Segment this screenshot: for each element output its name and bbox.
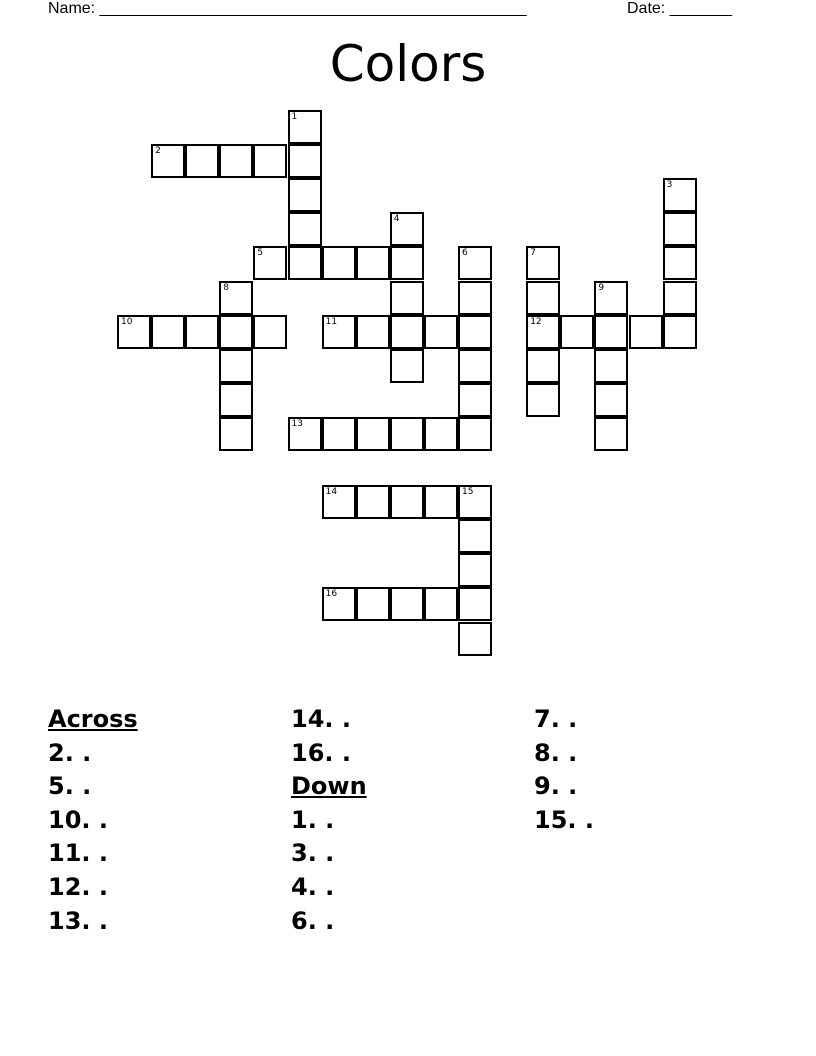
- grid-cell[interactable]: [424, 485, 458, 519]
- grid-cell[interactable]: [288, 246, 322, 280]
- grid-cell[interactable]: [390, 485, 424, 519]
- date-field-label: Date: _______: [627, 0, 732, 17]
- clue-number-label: 7: [530, 248, 536, 259]
- clue-number-label: 5: [257, 248, 264, 259]
- grid-cell[interactable]: [322, 587, 356, 621]
- grid-cell[interactable]: [424, 417, 458, 451]
- clue-number-label: 10: [121, 316, 133, 327]
- clue-column-1: [48, 703, 138, 938]
- grid-cell[interactable]: [458, 519, 492, 553]
- clue-number-label: 16: [325, 589, 338, 600]
- grid-cell[interactable]: [458, 246, 492, 280]
- clue-column-2: [291, 703, 367, 938]
- grid-cell[interactable]: [390, 349, 424, 383]
- grid-cell[interactable]: [117, 315, 151, 349]
- grid-cell[interactable]: [219, 383, 253, 417]
- clue-across-5: 5. .: [48, 772, 92, 801]
- clue-across-16: 16. .: [291, 738, 351, 767]
- grid-cell[interactable]: [424, 315, 458, 349]
- grid-cell[interactable]: [526, 281, 560, 315]
- grid-cell[interactable]: [219, 144, 253, 178]
- grid-cell[interactable]: [458, 281, 492, 315]
- clue-across-10: 10. .: [48, 805, 108, 834]
- clue-down-9: 9. .: [534, 772, 578, 801]
- clue-number-label: 3: [666, 180, 673, 191]
- grid-cell[interactable]: [663, 315, 697, 349]
- grid-cell[interactable]: [288, 212, 322, 246]
- clue-across-14: 14. .: [291, 705, 351, 733]
- grid-cell[interactable]: [458, 349, 492, 383]
- clue-number-label: 15: [462, 487, 474, 498]
- grid-cell[interactable]: [390, 315, 424, 349]
- grid-cell[interactable]: [390, 212, 424, 246]
- grid-cell[interactable]: [663, 246, 697, 280]
- grid-cell[interactable]: [594, 383, 628, 417]
- clue-down-4: 4. .: [291, 872, 335, 901]
- clue-across-12: 12. .: [48, 872, 108, 901]
- grid-cell[interactable]: [322, 315, 356, 349]
- grid-cell[interactable]: [288, 110, 322, 144]
- grid-cell[interactable]: [526, 315, 560, 349]
- grid-cell[interactable]: [253, 315, 287, 349]
- grid-cell[interactable]: [322, 485, 356, 519]
- grid-cell[interactable]: [390, 281, 424, 315]
- grid-cell[interactable]: [185, 315, 219, 349]
- grid-cell[interactable]: [288, 417, 322, 451]
- clue-column-3: [534, 703, 594, 837]
- grid-cell[interactable]: [356, 587, 390, 621]
- down-heading: Down: [291, 772, 367, 801]
- clue-down-15: 15. .: [534, 805, 594, 834]
- clue-number-label: 6: [462, 248, 468, 259]
- clue-number-label: 11: [325, 316, 338, 327]
- grid-cell[interactable]: [356, 417, 390, 451]
- grid-cell[interactable]: [253, 144, 287, 178]
- puzzle-title: Colors: [329, 35, 487, 93]
- grid-cell[interactable]: [458, 315, 492, 349]
- grid-cell[interactable]: [322, 246, 356, 280]
- clue-number-label: 8: [223, 282, 230, 293]
- clue-number-label: 9: [598, 282, 605, 293]
- clue-number-label: 13: [291, 418, 303, 429]
- clue-number-label: 14: [325, 487, 338, 498]
- grid-cell[interactable]: [594, 417, 628, 451]
- grid-cell[interactable]: [390, 246, 424, 280]
- grid-cell[interactable]: [219, 417, 253, 451]
- clue-across-2: 2. .: [48, 738, 92, 767]
- clue-number-label: 2: [155, 146, 161, 157]
- grid-cell[interactable]: [151, 315, 185, 349]
- grid-cell[interactable]: [219, 281, 253, 315]
- grid-cell[interactable]: [458, 417, 492, 451]
- grid-cell[interactable]: [253, 246, 287, 280]
- clue-number-label: 1: [291, 112, 298, 122]
- grid-cell[interactable]: [151, 144, 185, 178]
- grid-cell[interactable]: [663, 178, 697, 212]
- across-heading: Across: [48, 705, 138, 733]
- clue-down-7: 7. .: [534, 705, 578, 733]
- grid-cell[interactable]: [629, 315, 663, 349]
- grid-cell[interactable]: [526, 246, 560, 280]
- name-field-label: Name: ________________________________________________: [48, 0, 527, 17]
- grid-cell[interactable]: [594, 315, 628, 349]
- grid-cell[interactable]: [458, 587, 492, 621]
- clue-down-6: 6. .: [291, 906, 335, 935]
- grid-cell[interactable]: [390, 417, 424, 451]
- grid-cell[interactable]: [356, 485, 390, 519]
- grid-cell[interactable]: [458, 553, 492, 587]
- clue-down-8: 8. .: [534, 738, 578, 767]
- grid-cell[interactable]: [288, 144, 322, 178]
- grid-cell[interactable]: [458, 622, 492, 656]
- grid-cell[interactable]: [185, 144, 219, 178]
- clue-across-13: 13. .: [48, 906, 108, 935]
- grid-cell[interactable]: [594, 349, 628, 383]
- grid-cell[interactable]: [526, 349, 560, 383]
- grid-cell[interactable]: [458, 383, 492, 417]
- clue-number-label: 12: [530, 316, 542, 327]
- grid-cell[interactable]: [526, 383, 560, 417]
- grid-cell[interactable]: [458, 485, 492, 519]
- grid-cell[interactable]: [356, 246, 390, 280]
- grid-cell[interactable]: [663, 212, 697, 246]
- grid-cell[interactable]: [424, 587, 458, 621]
- clue-down-1: 1. .: [291, 805, 335, 834]
- grid-cell[interactable]: [560, 315, 594, 349]
- grid-cell[interactable]: [288, 178, 322, 212]
- grid-cell[interactable]: [594, 281, 628, 315]
- clue-down-3: 3. .: [291, 839, 335, 868]
- grid-cell[interactable]: [322, 417, 356, 451]
- grid-cell[interactable]: [390, 587, 424, 621]
- grid-cell[interactable]: [219, 349, 253, 383]
- grid-cell[interactable]: [663, 281, 697, 315]
- clue-across-11: 11. .: [48, 839, 108, 868]
- grid-cell[interactable]: [356, 315, 390, 349]
- grid-cell[interactable]: [219, 315, 253, 349]
- clue-number-label: 4: [393, 214, 400, 225]
